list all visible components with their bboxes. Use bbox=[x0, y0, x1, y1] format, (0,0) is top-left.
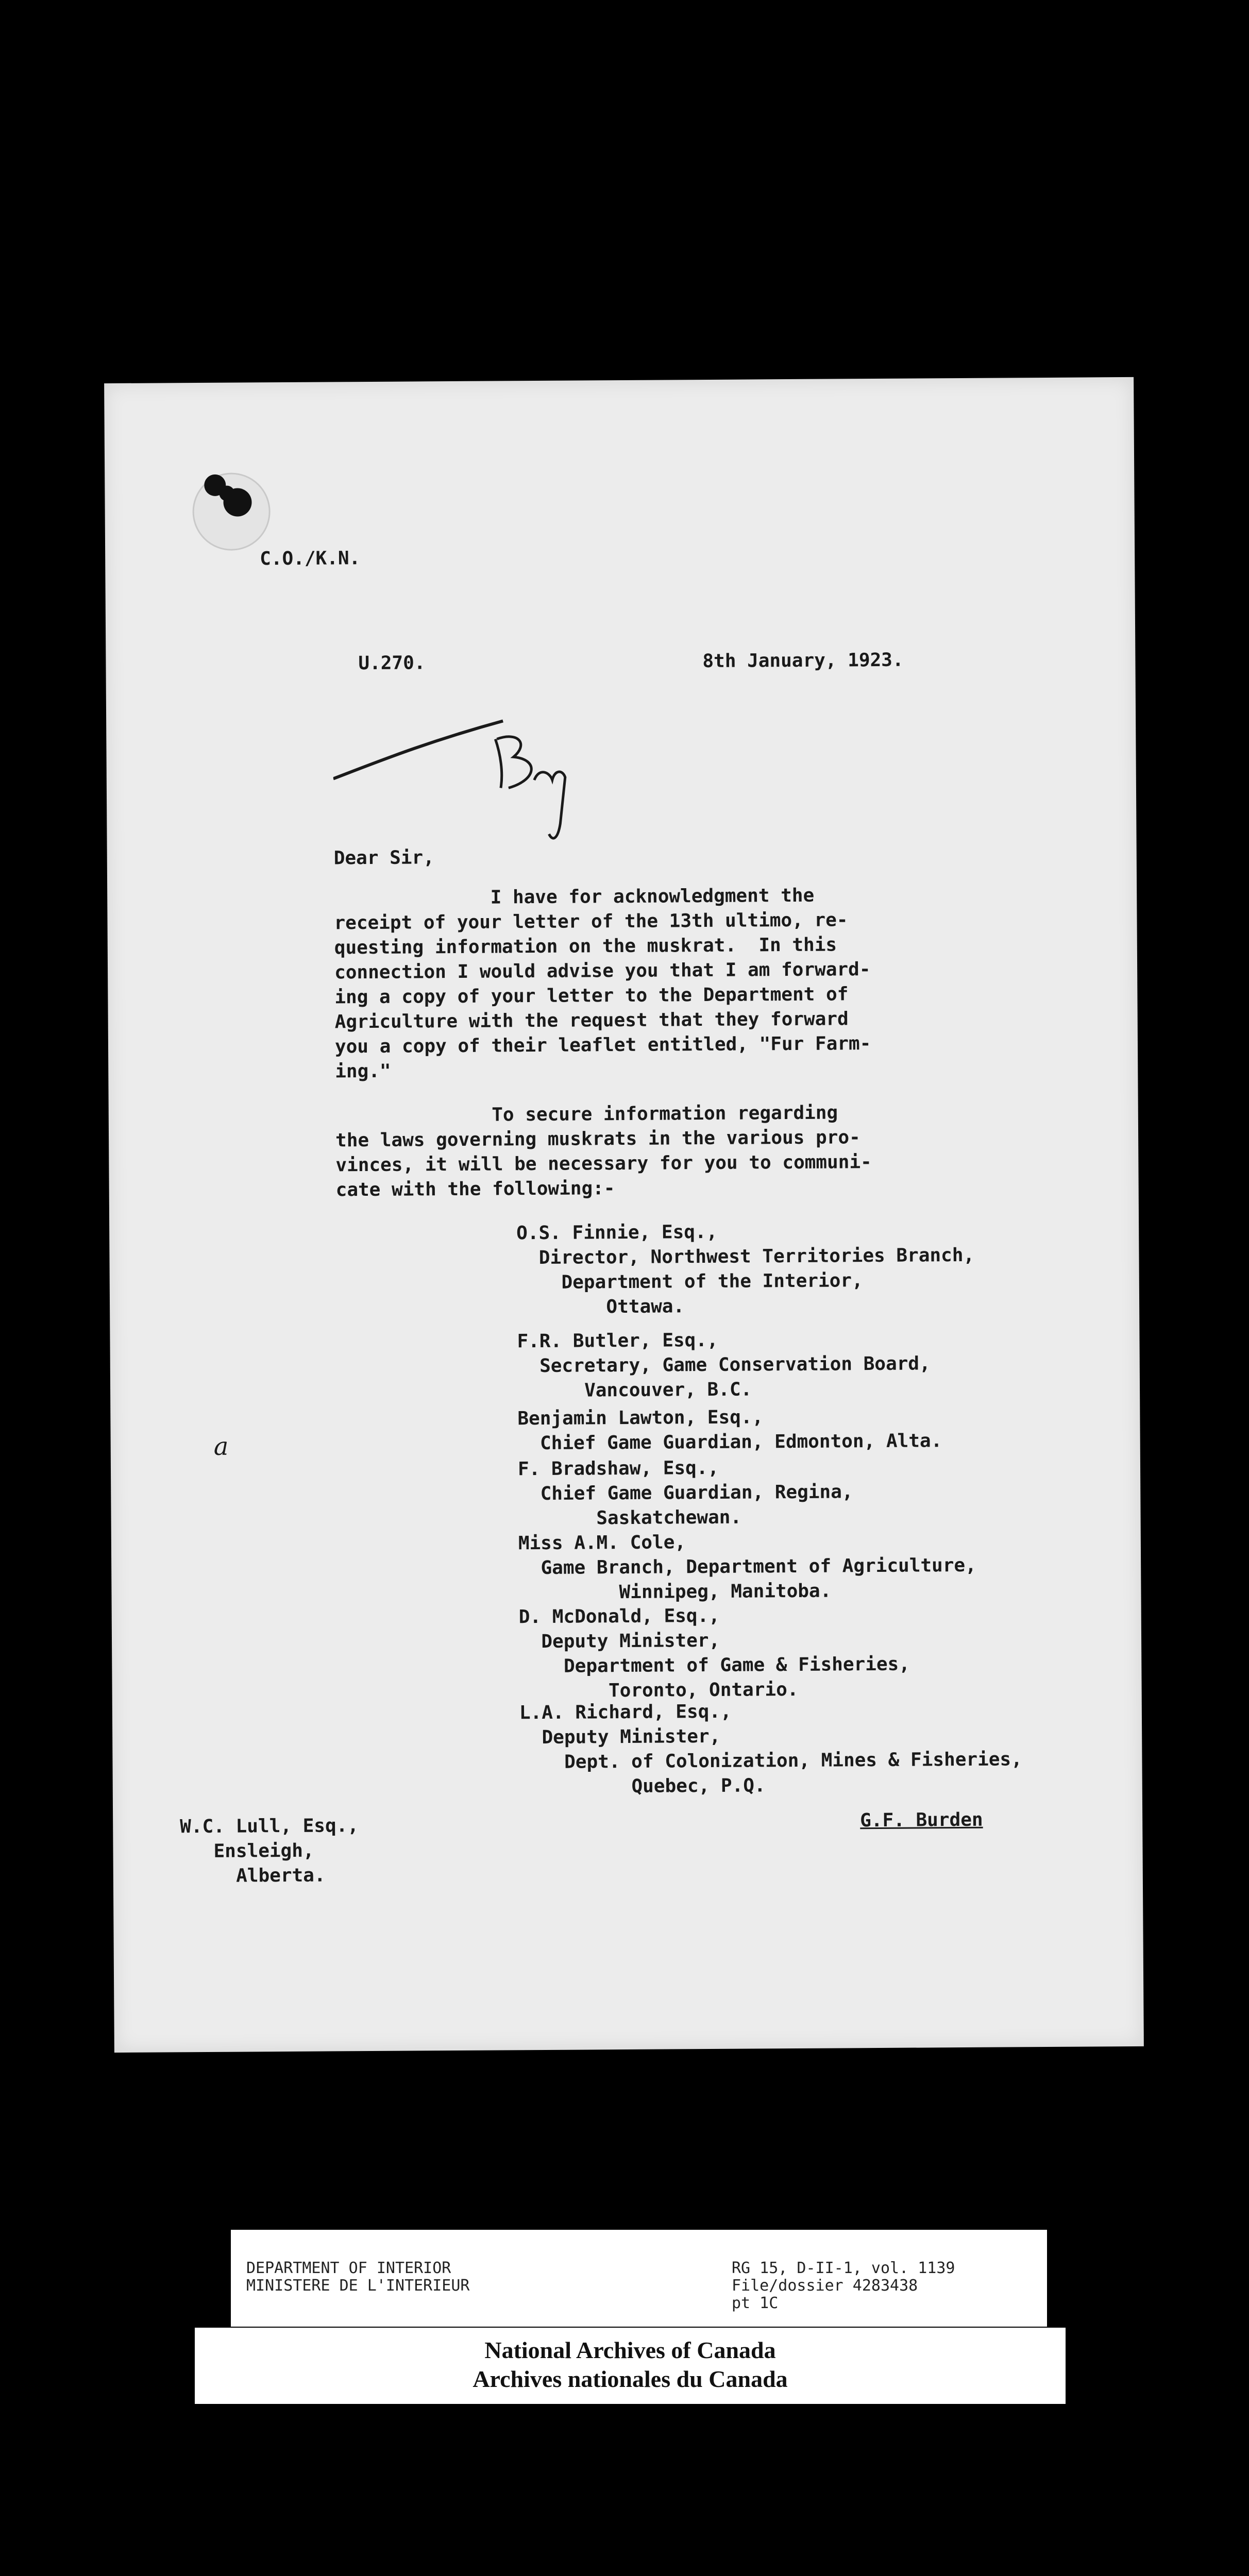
contact-line: Secretary, Game Conservation Board, bbox=[517, 1353, 931, 1377]
archive-reference-label bbox=[231, 2230, 1047, 2327]
dept-french: MINISTERE DE L'INTERIEUR bbox=[246, 2277, 470, 2295]
paragraph-line: you a copy of their leaflet entitled, "Fur Farm- bbox=[334, 1033, 871, 1058]
paragraph-line: ing." bbox=[335, 1060, 391, 1082]
paragraph-line: To secure information regarding bbox=[335, 1102, 838, 1127]
paragraph-line: Agriculture with the request that they forward bbox=[334, 1008, 849, 1033]
salutation: Dear Sir, bbox=[333, 847, 434, 869]
contact-line: Deputy Minister, bbox=[518, 1630, 720, 1653]
contact-line: Department of Game & Fisheries, bbox=[519, 1653, 910, 1677]
file-number: U.270. bbox=[358, 652, 426, 674]
paragraph-line: receipt of your letter of the 13th ultimo, re- bbox=[334, 909, 848, 934]
paragraph-line: vinces, it will be necessary for you to communi- bbox=[335, 1151, 872, 1176]
contact-line: L.A. Richard, Esq., bbox=[519, 1701, 732, 1724]
paragraph-line: connection I would advise you that I am forward- bbox=[334, 959, 871, 984]
punch-mark bbox=[223, 488, 251, 516]
contact-line: Deputy Minister, bbox=[519, 1725, 721, 1749]
contact-line: Director, Northwest Territories Branch, bbox=[516, 1244, 975, 1269]
contact-line: Game Branch, Department of Agriculture, bbox=[518, 1554, 976, 1579]
contact-line: Toronto, Ontario. bbox=[519, 1679, 799, 1702]
dept-english: DEPARTMENT OF INTERIOR bbox=[246, 2259, 451, 2277]
paragraph-line: cate with the following:- bbox=[335, 1178, 615, 1201]
contact-line: F.R. Butler, Esq., bbox=[517, 1329, 718, 1352]
contact-line: Dept. of Colonization, Mines & Fisheries, bbox=[519, 1749, 1022, 1773]
addressee-line: W.C. Lull, Esq., bbox=[180, 1815, 359, 1838]
contact-line: Chief Game Guardian, Regina, bbox=[518, 1481, 853, 1505]
paragraph-line: I have for acknowledgment the bbox=[334, 885, 815, 909]
contact-line: Ottawa. bbox=[516, 1296, 685, 1318]
contact-line: Benjamin Lawton, Esq., bbox=[517, 1406, 764, 1430]
contact-line: Miss A.M. Cole, bbox=[518, 1532, 686, 1554]
contact-line: Chief Game Guardian, Edmonton, Alta. bbox=[517, 1430, 942, 1454]
signature: G.F. Burden bbox=[860, 1809, 983, 1832]
margin-mark: a bbox=[213, 1432, 229, 1461]
contact-line: Winnipeg, Manitoba. bbox=[518, 1580, 832, 1604]
archive-ref-line-3: pt 1C bbox=[732, 2294, 779, 2312]
addressee-line: Alberta. bbox=[180, 1865, 326, 1887]
contact-line: Vancouver, B.C. bbox=[517, 1379, 752, 1402]
addressee-line: Ensleigh, bbox=[180, 1840, 314, 1862]
contact-line: Department of the Interior, bbox=[516, 1270, 863, 1294]
reference-code: C.O./K.N. bbox=[260, 548, 361, 570]
contact-line: F. Bradshaw, Esq., bbox=[517, 1457, 719, 1480]
archives-banner bbox=[195, 2328, 1066, 2404]
paragraph-line: questing information on the muskrat. In this bbox=[334, 934, 837, 959]
letter-date: 8th January, 1923. bbox=[702, 649, 904, 672]
handwritten-initial bbox=[333, 669, 622, 845]
contact-line: Saskatchewan. bbox=[518, 1506, 742, 1530]
letter-page bbox=[104, 377, 1144, 2053]
archive-ref-line-1: RG 15, D-II-1, vol. 1139 bbox=[732, 2259, 955, 2277]
contact-line: Quebec, P.Q. bbox=[519, 1775, 766, 1798]
paragraph-line: the laws governing muskrats in the various pro- bbox=[335, 1127, 860, 1151]
archive-ref-line-2: File/dossier 4283438 bbox=[732, 2277, 918, 2295]
contact-line: O.S. Finnie, Esq., bbox=[516, 1221, 718, 1244]
paragraph-line: ing a copy of your letter to the Department of bbox=[334, 984, 849, 1008]
archives-english: National Archives of Canada bbox=[484, 2337, 776, 2363]
archives-french: Archives nationales du Canada bbox=[472, 2366, 788, 2392]
contact-line: D. McDonald, Esq., bbox=[518, 1605, 720, 1628]
